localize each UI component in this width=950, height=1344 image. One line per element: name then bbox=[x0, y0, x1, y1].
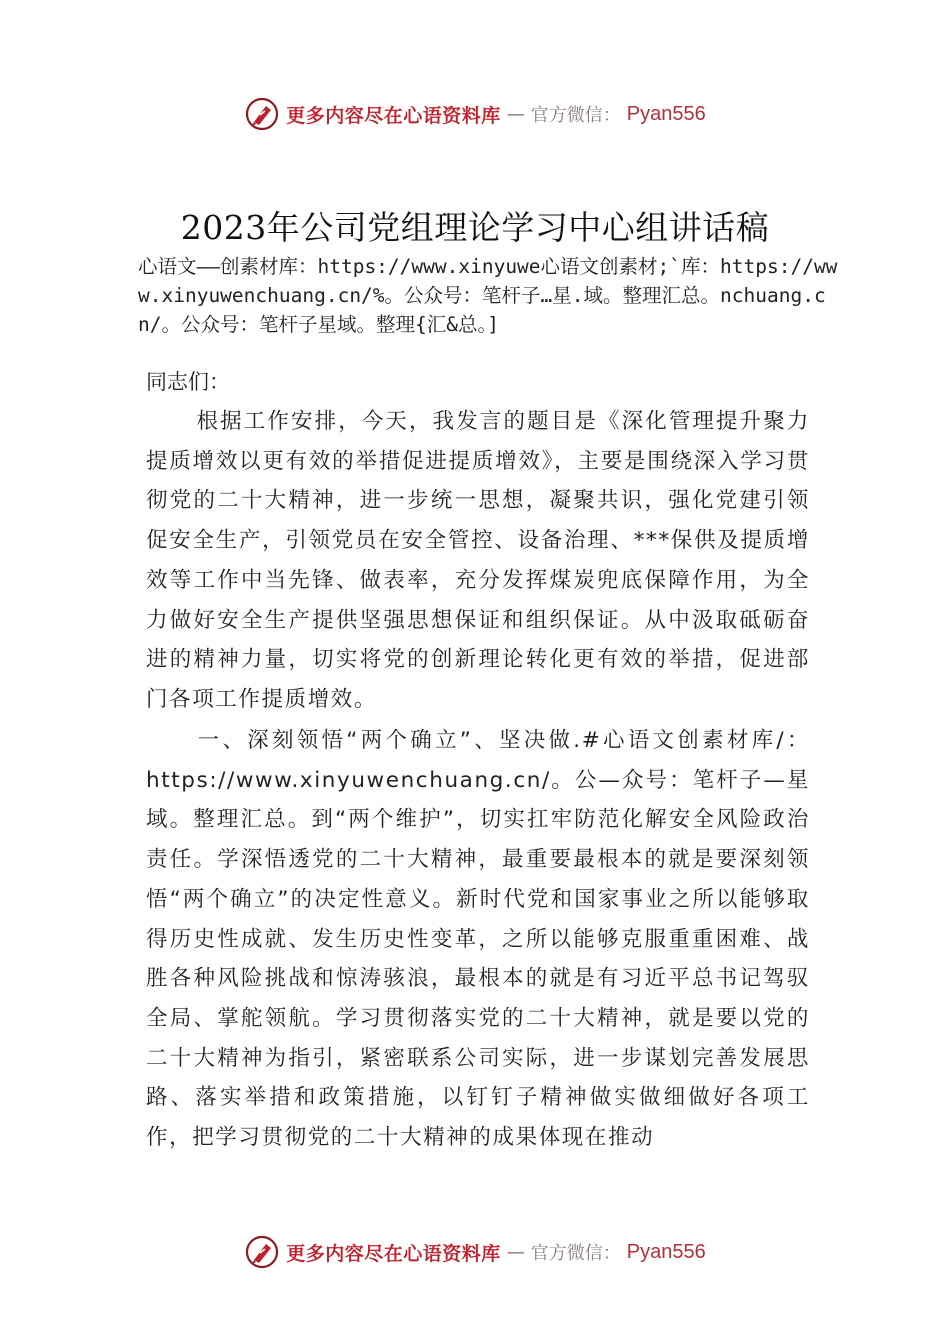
watermark-text: 更多内容尽在心语资料库 bbox=[286, 104, 501, 127]
paragraph-2 bbox=[146, 721, 810, 1158]
watermark-wechat-id: Pyan556 bbox=[626, 102, 706, 125]
watermark-text: 更多内容尽在心语资料库 bbox=[286, 1242, 501, 1265]
paragraph-1 bbox=[146, 402, 810, 720]
pen-nib-logo-icon bbox=[244, 1234, 280, 1270]
source-note: 心语文——创素材库：https://www.xinyuwe心语文创素材;`库：https://www.xinyuwenchuang.cn/%。公众号：笔杆子…星.域。整理汇总。nchuang.cn/。公众号：笔杆子星域。整理{汇&总。] bbox=[138, 255, 838, 336]
watermark-separator: — bbox=[506, 103, 525, 125]
watermark-wechat-id: Pyan556 bbox=[626, 1240, 706, 1263]
footer-watermark-banner bbox=[0, 1230, 950, 1274]
watermark-separator: — bbox=[506, 1241, 525, 1263]
header-watermark-banner bbox=[0, 92, 950, 136]
paragraph-2-text: 一、深刻领悟“两个确立”、坚决做.#心语文创素材库/：https://www.xinyuwenchuang.cn/。公—众号：笔杆子—星域。整理汇总。到“两个维护”，切实扛牢防范化解安全风险政治责任。学深悟透党的二十大精神，最重要最根本的就是要深刻领悟“两个确立”的决定性意义。新时代党和国家事业之所以能够取得历史性成就、发生历史性变革，之所以能够克服重重困难、战胜各种风险挑战和惊涛骇浪，最根本的就是有习近平总书记驾驭全局、掌舵领航。学习贯彻落实党的二十大精神，就是要以党的二十大精神为指引，紧密联系公司实际，进一步谋划完善发展思路、落实举措和政策措施，以钉钉子精神做实做细做好各项工作，把学习贯彻党的二十大精神的成果体现在推动 bbox=[146, 728, 810, 1151]
greeting: 同志们： bbox=[146, 370, 230, 394]
watermark-wechat-label: 官方微信： bbox=[530, 105, 621, 126]
pen-nib-logo-icon bbox=[244, 96, 280, 132]
watermark-wechat-label: 官方微信： bbox=[530, 1243, 621, 1264]
document-title: 2023年公司党组理论学习中心组讲话稿 bbox=[180, 208, 770, 247]
paragraph-1-text: 根据工作安排，今天，我发言的题目是《深化管理提升聚力提质增效以更有效的举措促进提质增效》，主要是围绕深入学习贯彻党的二十大精神，进一步统一思想，凝聚共识，强化党建引领促安全生产，引领党员在安全管控、设备治理、***保供及提质增效等工作中当先锋、做表率，充分发挥煤炭兜底保障作用，为全力做好安全生产提供坚强思想保证和组织保证。从中汲取砥砺奋进的精神力量，切实将党的创新理论转化更有效的举措，促进部门各项工作提质增效。 bbox=[146, 409, 810, 712]
